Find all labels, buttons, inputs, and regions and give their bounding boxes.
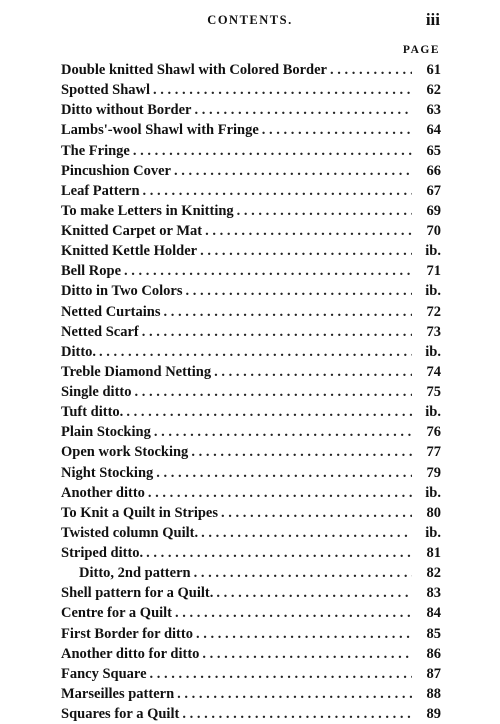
toc-entry-title: Lambs'-wool Shawl with Fringe bbox=[61, 122, 259, 139]
toc-entry bbox=[61, 60, 441, 80]
toc-entry-page: ib. bbox=[425, 343, 441, 360]
dot-leader bbox=[174, 161, 412, 181]
toc-entry-page: ib. bbox=[425, 283, 441, 300]
dot-leader bbox=[186, 281, 412, 301]
toc-entry bbox=[61, 603, 441, 623]
dot-leader bbox=[150, 664, 412, 684]
toc-entry bbox=[61, 422, 441, 442]
toc-entry-title: Single ditto bbox=[61, 384, 132, 400]
toc-entry-page: ib. bbox=[425, 524, 441, 541]
dot-leader bbox=[146, 543, 412, 563]
dot-leader bbox=[124, 261, 412, 281]
dot-leader bbox=[191, 442, 412, 462]
toc-entry bbox=[61, 382, 441, 402]
toc-entry-title: The Fringe bbox=[61, 142, 130, 159]
toc-entry-page: ib. bbox=[425, 484, 441, 501]
dot-leader bbox=[214, 362, 412, 382]
toc-entry-page: 75 bbox=[426, 384, 441, 400]
toc-entry-title: Shell pattern for a Quilt. bbox=[61, 585, 214, 602]
toc-entry-title: Marseilles pattern bbox=[61, 685, 175, 702]
toc-entry bbox=[61, 120, 441, 140]
toc-entry-title: Pincushion Cover bbox=[61, 162, 171, 179]
toc-entry-page: 73 bbox=[426, 323, 441, 340]
toc-entry-title: Another ditto bbox=[61, 484, 145, 501]
toc-entry bbox=[61, 342, 441, 362]
toc-entry bbox=[61, 543, 441, 563]
toc-entry-title: Plain Stocking bbox=[61, 424, 151, 441]
toc-entry bbox=[61, 503, 441, 523]
toc-entry-title: Netted Curtains bbox=[61, 303, 161, 320]
toc-entry-title: Ditto in Two Colors bbox=[61, 283, 183, 300]
toc-entry-title: To make Letters in Knitting bbox=[61, 202, 234, 219]
toc-entry-title: Striped ditto. bbox=[61, 545, 144, 561]
dot-leader bbox=[216, 583, 412, 603]
toc-entry-title: Treble Diamond Netting bbox=[61, 363, 212, 380]
toc-entry-title: Leaf Pattern bbox=[61, 182, 140, 199]
toc-entry-page: ib. bbox=[425, 404, 441, 421]
toc-entry-page: 69 bbox=[426, 202, 441, 219]
toc-entry-title: Double knitted Shawl with Colored Border bbox=[61, 62, 327, 78]
toc-entry bbox=[61, 261, 441, 281]
dot-leader bbox=[163, 302, 412, 322]
dot-leader bbox=[156, 463, 412, 483]
dot-leader bbox=[201, 523, 412, 543]
toc-entry bbox=[61, 583, 441, 603]
toc-entry-title: Knitted Kettle Holder bbox=[61, 243, 198, 260]
toc-entry-page: 89 bbox=[426, 706, 441, 722]
toc-entry-page: 80 bbox=[426, 504, 441, 521]
dot-leader bbox=[133, 141, 412, 161]
dot-leader bbox=[126, 402, 412, 422]
toc-entry-title: Spotted Shawl bbox=[61, 82, 151, 99]
toc-entry-title: First Border for ditto bbox=[61, 625, 193, 642]
toc-entry bbox=[61, 281, 441, 301]
dot-leader bbox=[262, 120, 412, 140]
toc-entry-page: 88 bbox=[426, 685, 441, 702]
toc-entry-page: ib. bbox=[425, 243, 441, 260]
dot-leader bbox=[330, 60, 412, 80]
toc-entry-page: 70 bbox=[426, 223, 441, 239]
toc-entry-page: 65 bbox=[426, 142, 441, 159]
toc-entry bbox=[61, 362, 441, 382]
toc-entry bbox=[61, 402, 441, 422]
toc-entry bbox=[61, 704, 441, 724]
toc-entry-page: 83 bbox=[426, 585, 441, 602]
dot-leader bbox=[202, 644, 412, 664]
dot-leader bbox=[99, 342, 412, 362]
toc-entry bbox=[61, 241, 441, 261]
toc-entry-page: 76 bbox=[426, 424, 441, 441]
page-header bbox=[0, 10, 500, 30]
toc-entry bbox=[61, 664, 441, 684]
toc-entry-page: 62 bbox=[426, 82, 441, 99]
toc-entry-page: 84 bbox=[426, 605, 441, 622]
dot-leader bbox=[237, 201, 412, 221]
toc-entry-page: 63 bbox=[426, 102, 441, 119]
dot-leader bbox=[195, 100, 413, 120]
toc-entry-title: Another ditto for ditto bbox=[61, 645, 200, 662]
dot-leader bbox=[194, 563, 412, 583]
toc-entry-title: Twisted column Quilt. bbox=[61, 524, 199, 541]
toc-entry-page: 87 bbox=[426, 665, 441, 682]
toc-entry-title: Netted Scarf bbox=[61, 323, 139, 340]
toc-entry-page: 72 bbox=[426, 303, 441, 320]
contents-list bbox=[61, 60, 441, 724]
toc-entry-title: Centre for a Quilt bbox=[61, 605, 173, 622]
dot-leader bbox=[135, 382, 413, 402]
toc-entry-title: Bell Rope bbox=[61, 263, 122, 280]
dot-leader bbox=[153, 80, 412, 100]
dot-leader bbox=[205, 221, 412, 241]
toc-entry bbox=[61, 221, 441, 241]
page-title: CONTENTS. bbox=[207, 13, 293, 27]
dot-leader bbox=[200, 241, 412, 261]
toc-entry-page: 86 bbox=[426, 645, 441, 662]
toc-entry-title: Tuft ditto. bbox=[61, 404, 124, 421]
toc-entry bbox=[61, 201, 441, 221]
toc-entry bbox=[61, 463, 441, 483]
dot-leader bbox=[142, 322, 412, 342]
dot-leader bbox=[154, 422, 412, 442]
toc-entry bbox=[61, 624, 441, 644]
toc-entry bbox=[61, 483, 441, 503]
toc-entry bbox=[61, 302, 441, 322]
toc-entry-page: 61 bbox=[426, 62, 441, 78]
toc-entry bbox=[61, 644, 441, 664]
toc-entry-page: 85 bbox=[426, 625, 441, 642]
toc-entry-page: 66 bbox=[426, 162, 441, 179]
toc-entry-title: Open work Stocking bbox=[61, 444, 189, 461]
toc-entry-page: 74 bbox=[426, 363, 441, 380]
toc-entry bbox=[61, 141, 441, 161]
page-column-label: PAGE bbox=[402, 44, 440, 56]
toc-entry bbox=[61, 80, 441, 100]
toc-entry-title: Fancy Square bbox=[61, 665, 147, 682]
toc-entry bbox=[61, 523, 441, 543]
toc-entry-title: Night Stocking bbox=[61, 464, 154, 481]
toc-entry bbox=[61, 181, 441, 201]
toc-entry-page: 64 bbox=[426, 122, 441, 139]
dot-leader bbox=[221, 503, 412, 523]
page-number: iii bbox=[425, 10, 440, 29]
dot-leader bbox=[175, 603, 412, 623]
toc-entry-title: Ditto, 2nd pattern bbox=[79, 565, 191, 582]
toc-entry bbox=[61, 563, 441, 583]
toc-entry bbox=[61, 100, 441, 120]
toc-entry-page: 77 bbox=[426, 444, 441, 461]
toc-entry-title: Ditto. bbox=[61, 343, 97, 360]
toc-entry-title: Squares for a Quilt bbox=[61, 706, 180, 722]
dot-leader bbox=[196, 624, 412, 644]
toc-entry-title: Ditto without Border bbox=[61, 102, 192, 119]
toc-entry-page: 82 bbox=[426, 565, 441, 582]
dot-leader bbox=[143, 181, 412, 201]
toc-entry bbox=[61, 322, 441, 342]
toc-entry bbox=[61, 161, 441, 181]
toc-entry bbox=[61, 442, 441, 462]
toc-entry-page: 81 bbox=[426, 545, 441, 561]
toc-entry-page: 71 bbox=[426, 263, 441, 280]
toc-entry-title: Knitted Carpet or Mat bbox=[61, 223, 203, 239]
dot-leader bbox=[148, 483, 412, 503]
dot-leader bbox=[182, 704, 412, 724]
toc-entry-title: To Knit a Quilt in Stripes bbox=[61, 504, 218, 521]
toc-entry-page: 79 bbox=[426, 464, 441, 481]
toc-entry-page: 67 bbox=[426, 182, 441, 199]
